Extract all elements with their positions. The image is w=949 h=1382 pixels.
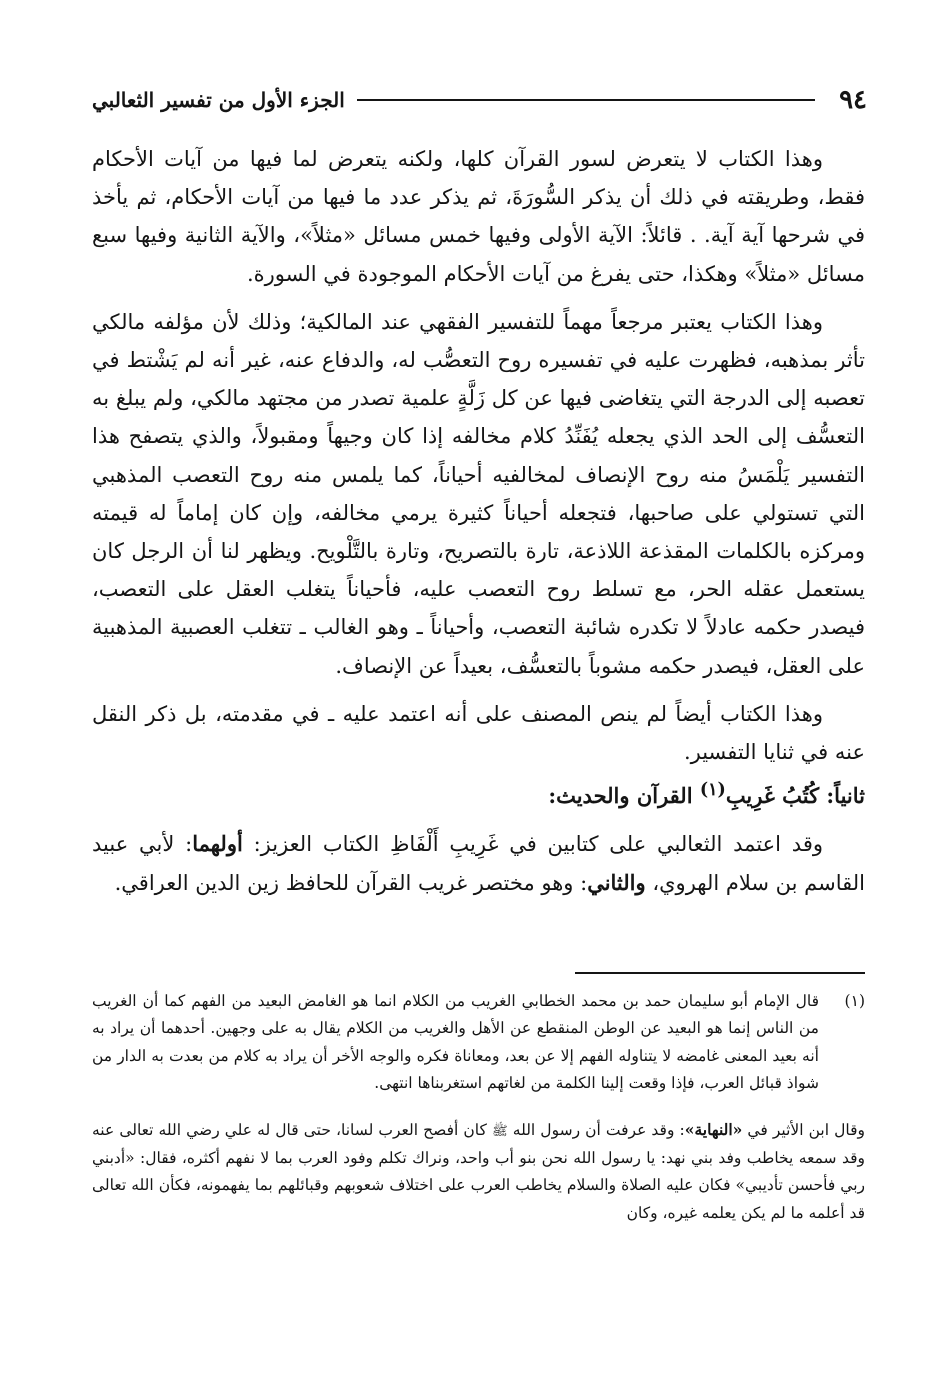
- section-heading: [92, 771, 865, 815]
- p4-part-3: : وهو مختصر غريب القرآن للحافظ زين الدين العراقي.: [114, 870, 588, 895]
- footnote-separator: [575, 972, 865, 974]
- p4-part-1: وقد اعتمد الثعالبي على كتابين في غَرِيبِ أَلْفَاظِ الكتاب العزيز:: [242, 832, 823, 857]
- paragraph-3: وهذا الكتاب أيضاً لم ينص المصنف على أنه اعتمد عليه ـ في مقدمته، بل ذكر النقل عنه في ثنايا التفسير.: [92, 701, 865, 765]
- footnote-1-mark: (١): [844, 992, 865, 1010]
- footnote-ref: (١): [699, 780, 726, 801]
- footnote-1-continuation: [92, 1116, 865, 1228]
- fn2-part-2: : وقد عرفت أن رسول الله: [507, 1120, 685, 1139]
- section-heading-text: ثانياً: كُتُبُ غَرِيبِ: [725, 783, 865, 809]
- header-rule: [357, 99, 815, 101]
- footnote-1: [92, 988, 865, 1098]
- page-header: [92, 80, 867, 120]
- paragraph-4: [92, 825, 865, 901]
- p4-first-label: أولهما: [192, 831, 243, 857]
- running-title: الجزء الأول من تفسير الثعالبي: [92, 88, 345, 112]
- paragraph-1: وهذا الكتاب لا يتعرض لسور القرآن كلها، ولكنه يتعرض لما فيها من آيات الأحكام فقط، وطريقته في ذلك أن يذكر السُّورَةَ، ثم يذكر عدد ما فيها من آيات الأحكام، ثم يأخذ في شرحها آية آية. . قائلاً: الآية الأولى وفيها خمس مسائل «مثلاً»، والآية الثانية وفيها سبع مسائل «مثلاً» وهكذا، حتى يفرغ من آيات الأحكام الموجودة في السورة.: [92, 147, 865, 286]
- footnotes: [92, 988, 865, 1227]
- fn2-part-1: وقال ابن الأثير في: [742, 1120, 865, 1139]
- body-text: [92, 140, 865, 902]
- p4-part-2: : لأبي عبيد القاسم بن سلام الهروي،: [92, 832, 865, 895]
- paragraph-2: وهذا الكتاب يعتبر مرجعاً مهماً للتفسير الفقهي عند المالكية؛ وذلك لأن مؤلفه مالكي تأثر بمذهبه، فظهرت عليه في تفسيره روح التعصُّب له، والدفاع عنه، غير أنه لم يَشْتط في تعصبه إلى الدرجة التي يتغاضى فيها عن كل زَلَّةٍ علمية تصدر من مجتهد مالكي، ولم يبلغ به التعسُّف إلى الحد الذي يجعله يُفَنِّدُ كلام مخالفه إذا كان وجيهاً ومقبولاً، والذي يتصفح هذا التفسير يَلْمَسُ منه روح الإنصاف لمخالفيه أحياناً، كما يلمس منه روح التعصب المذهبي التي تستولي على صاحبها، فتجعله أحياناً كثيرة يرمي مخالفه، وإن كان إماماً له قيمته ومركزه بالكلمات المقذعة اللاذعة، تارة بالتصريح، وتارة بالتَّلْويح. ويظهر لنا أن الرجل كان يستعمل عقله الحر، مع تسلط روح التعصب عليه، فأحياناً يتغلب العقل على التعصب، فيصدر حكمه عادلاً لا تكدره شائبة التعصب، وأحياناً ـ وهو الغالب ـ تتغلب العصبية المذهبية على العقل، فيصدر حكمه مشوباً بالتعسُّف، بعيداً عن الإنصاف.: [92, 309, 865, 678]
- fn2-book-title: «النهاية»: [684, 1119, 743, 1139]
- fn2-part-3: كان أفصح العرب لسانا، حتى قال له علي رضي الله تعالى عنه وقد سمعه يخاطب وفد بني نهد: يا رسول الله نحن بنو أب واحد، ونراك تكلم وفود العرب بما لا نفهم أكثره، فقال: «أدبني ربي فأحسن تأديبي» فكان عليه الصلاة والسلام يخاطب العرب على اختلاف شعوبهم وقبائلهم بما يفهمونه، فكأن الله تعالى قد أعلمه ما لم يكن يعلمه غيره، وكان: [92, 1120, 865, 1222]
- footnote-1-text: قال الإمام أبو سليمان حمد بن محمد الخطابي الغريب من الكلام انما هو الغامض البعيد من الفهم كما أن الغريب من الناس إنما هو البعيد عن الوطن المنقطع عن الأهل والغريب من الكلام يقال به على وجهين. أحدهما أن يراد به أنه بعيد المعنى غامضه لا يتناوله الفهم إلا عن بعد، ومعاناة فكره والوجه الأخر أن يراد به كلام من بعدت به الدار من شواذ قبائل العرب، فإذا وقعت إلينا الكلمة من لغاتهم استغربناها انتهى.: [92, 992, 819, 1093]
- page-number: ٩٤: [839, 85, 867, 115]
- section-heading-rest: القرآن والحديث:: [548, 783, 700, 809]
- p4-second-label: والثاني: [587, 869, 646, 895]
- salawat-glyph: ﷺ: [491, 1123, 508, 1139]
